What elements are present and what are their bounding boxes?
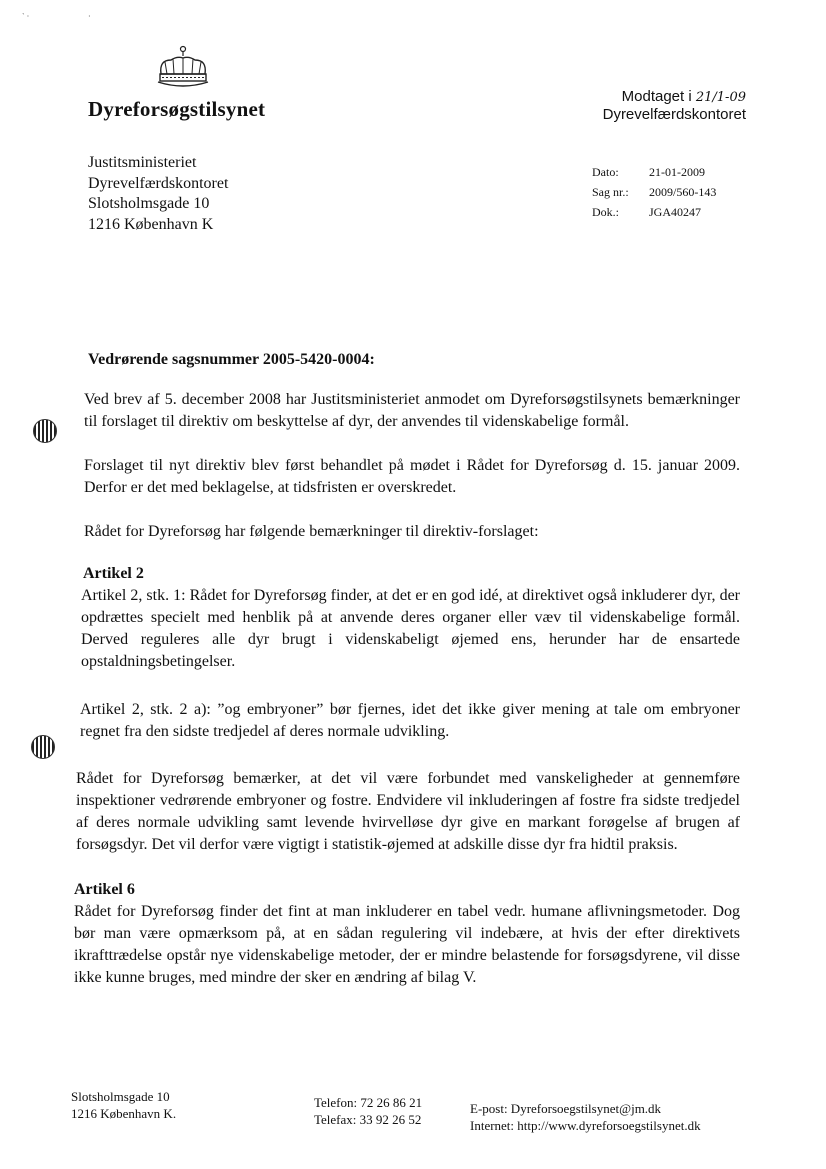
scan-mark: ` · [22,12,30,21]
footer-website[interactable]: Internet: http://www.dyreforsoegstilsynet.dk [470,1118,701,1133]
stamp-label: Modtaget i [621,88,692,105]
stamp-handwritten-date: 21/1-09 [695,90,746,105]
footer-address [71,1088,176,1122]
royal-crown-crest-icon [153,44,213,90]
footer-email[interactable]: E-post: Dyreforsoegstilsynet@jm.dk [470,1101,662,1116]
footer-line: Telefax: 33 92 26 52 [314,1112,422,1127]
paragraph: Rådet for Dyreforsøg bemærker, at det vil være forbundet med vanskeligheder at gennemføre inspektioner vedrørende embryoner og fostre. Endvidere vil inkluderingen af fostre fra sidste tredjedel af deres normale udvikling samt levende hvirvelløse dyr give en markant forøgelse af brugen af forsøgsdyr. Det vil derfor være vigtigt i statistik-øjemed at adskille disse dyr fra hidtil praksis. [76,770,740,853]
case-value: 2009/560-143 [649,185,717,199]
punch-hole-icon [33,419,57,443]
date-value: 21-01-2009 [649,165,705,179]
section-heading: Artikel 6 [74,881,135,898]
subject-line: Vedrørende sagsnummer 2005-5420-0004: [88,351,375,368]
date-label: Dato: [592,165,619,179]
recipient-line: Dyrevelfærdskontoret [88,174,229,192]
paragraph: Artikel 2, stk. 1: Rådet for Dyreforsøg finder, at det er en god idé, at direktivet også inkluderer dyr, der opdrættes specielt med henblik på at anvende deres organer eller væv til videnskabelige formål. Derved reguleres alle dyr brugt i videnskabeligt øjemed ens, herunder har de ensartede opstaldningsbetingelser. [81,587,740,670]
footer-line: Slotsholmsgade 10 [71,1089,170,1104]
document-meta [592,162,716,222]
footer-contact [470,1100,701,1134]
doc-label: Dok.: [592,205,619,219]
footer-phone [314,1094,422,1128]
paragraph: Forslaget til nyt direktiv blev først behandlet på mødet i Rådet for Dyreforsøg d. 15. januar 2009. Derfor er det med beklagelse, at tidsfristen er overskredet. [84,457,740,496]
paragraph: Rådet for Dyreforsøg finder det fint at man inkluderer en tabel vedr. humane aflivningsmetoder. Dog bør man være opmærksom på, at en sådan regulering vil indebære, at hvis der efter direktivets ikrafttrædelse opstår nye videnskabelige metoder, der er mindre belastende for forsøgsdyrene, vil disse ikke kunne bruges, med mindre der sker en ændring af bilag V. [74,903,740,986]
paragraph: Rådet for Dyreforsøg har følgende bemærkninger til direktiv-forslaget: [84,523,539,540]
footer-line: Telefon: 72 26 86 21 [314,1095,423,1110]
paragraph: Artikel 2, stk. 2 a): ”og embryoner” bør fjernes, idet det ikke giver mening at tale om embryoner regnet fra den sidste tredjedel af deres normale udvikling. [80,701,740,740]
scan-mark: · [88,12,91,21]
section-heading: Artikel 2 [83,565,144,582]
punch-hole-icon [31,735,55,759]
doc-value: JGA40247 [649,205,702,219]
received-stamp [566,88,746,123]
footer-line: 1216 København K. [71,1106,177,1121]
organization-title: Dyreforsøgstilsynet [88,97,266,121]
case-label: Sag nr.: [592,185,629,199]
recipient-line: 1216 København K [88,215,214,233]
stamp-office: Dyrevelfærdskontoret [602,106,746,123]
recipient-line: Justitsministeriet [88,154,197,171]
letter-body [74,349,740,989]
recipient-address [88,153,228,235]
paragraph: Ved brev af 5. december 2008 har Justitsministeriet anmodet om Dyreforsøgstilsynets bemærkninger til forslaget til direktiv om beskyttelse af dyr, der anvendes til videnskabelige formål. [84,391,740,430]
recipient-line: Slotsholmsgade 10 [88,195,210,212]
